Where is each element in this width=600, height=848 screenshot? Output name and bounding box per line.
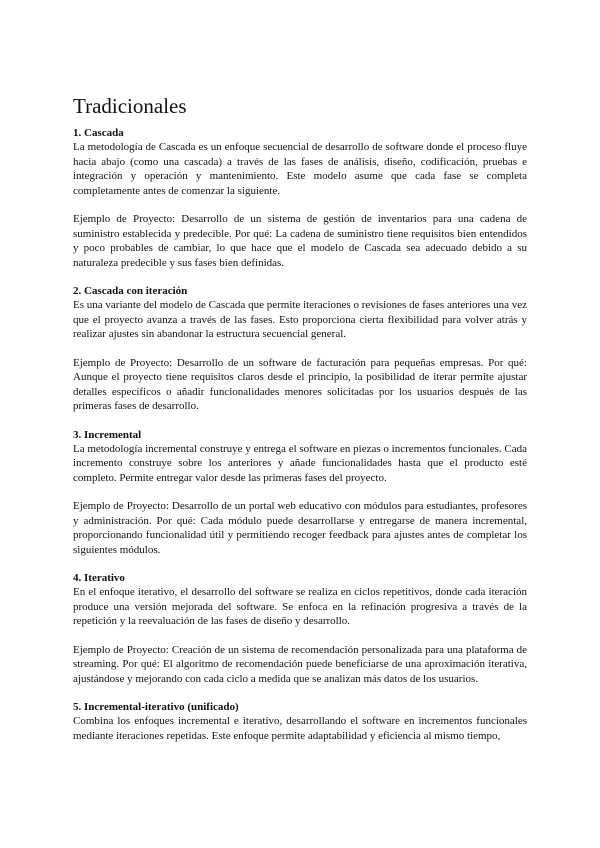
section-example: Ejemplo de Proyecto: Desarrollo de un sistema de gestión de inventarios para una cadena de suministro establecida y predecible. Por qué: La cadena de suministro tiene requisitos bien entendidos y poco probables de cambiar, lo que hace que el modelo de Cascada sea adecuado debido a su naturaleza predecible y sus fases bien definidas. xyxy=(73,213,527,269)
section-example: Ejemplo de Proyecto: Creación de un sistema de recomendación personalizada para una plataforma de streaming. Por qué: El algoritmo de recomendación puede beneficiarse de una aproximación iterativa, ajustándose y mejorando con cada ciclo a medida que se analizan más datos de los usuarios. xyxy=(73,643,527,685)
section-example: Ejemplo de Proyecto: Desarrollo de un software de facturación para pequeñas empresas. Por qué: Aunque el proyecto tiene requisitos claros desde el principio, la posibilidad de iterar permite ajustar detalles específicos o añadir funcionalidades menores solicitadas por los usuarios después de las primeras fases de desarrollo. xyxy=(73,356,527,412)
section-body: La metodología incremental construye y entrega el software en piezas o incrementos funcionales. Cada incremento construye sobre los anteriores y añade funcionalidades hasta que el producto esté completo. Permite entregar valor desde las primeras fases del proyecto. xyxy=(73,442,527,484)
section-body: Combina los enfoques incremental e iterativo, desarrollando el software en incrementos funcionales mediante iteraciones repetidas. Este enfoque permite adaptabilidad y eficiencia al mismo tiempo, xyxy=(73,715,527,742)
section-iterativo xyxy=(73,571,527,686)
section-incremental-iterativo xyxy=(73,700,527,743)
section-cascada-iteracion xyxy=(73,284,527,414)
section-body: En el enfoque iterativo, el desarrollo del software se realiza en ciclos repetitivos, donde cada iteración produce una versión mejorada del software. Se enfoca en la refinación progresiva a través de la repetición y la reevaluación de las fases de diseño y desarrollo. xyxy=(73,586,527,627)
section-heading: 5. Incremental-iterativo (unificado) xyxy=(73,701,239,713)
section-cascada xyxy=(73,126,527,270)
section-heading: 2. Cascada con iteración xyxy=(73,285,188,297)
section-incremental xyxy=(73,428,527,558)
section-heading: 3. Incremental xyxy=(73,428,142,441)
section-heading: 1. Cascada xyxy=(73,127,124,139)
section-heading: 4. Iterativo xyxy=(73,572,125,584)
section-body: La metodología de Cascada es un enfoque secuencial de desarrollo de software donde el proceso fluye hacia abajo (como una cascada) a través de las fases de análisis, diseño, codificación, pruebas e integración y operación y mantenimiento. Este modelo asume que cada fase se completa completamente antes de comenzar la siguiente. xyxy=(73,141,527,197)
section-example: Ejemplo de Proyecto: Desarrollo de un portal web educativo con módulos para estudiantes, profesores y administración. Por qué: Cada módulo puede desarrollarse y entregarse de manera incremental, proporcionando funcionalidad útil y permitiendo recoger feedback para ajustes antes de completar los siguientes módulos. xyxy=(73,500,527,556)
section-body: Es una variante del modelo de Cascada que permite iteraciones o revisiones de fases anteriores una vez que el proyecto avanza a través de las fases. Esto proporciona cierta flexibilidad para volver atrás y realizar ajustes sin abandonar la estructura secuencial general. xyxy=(73,299,527,340)
page-title: Tradicionales xyxy=(73,94,187,118)
